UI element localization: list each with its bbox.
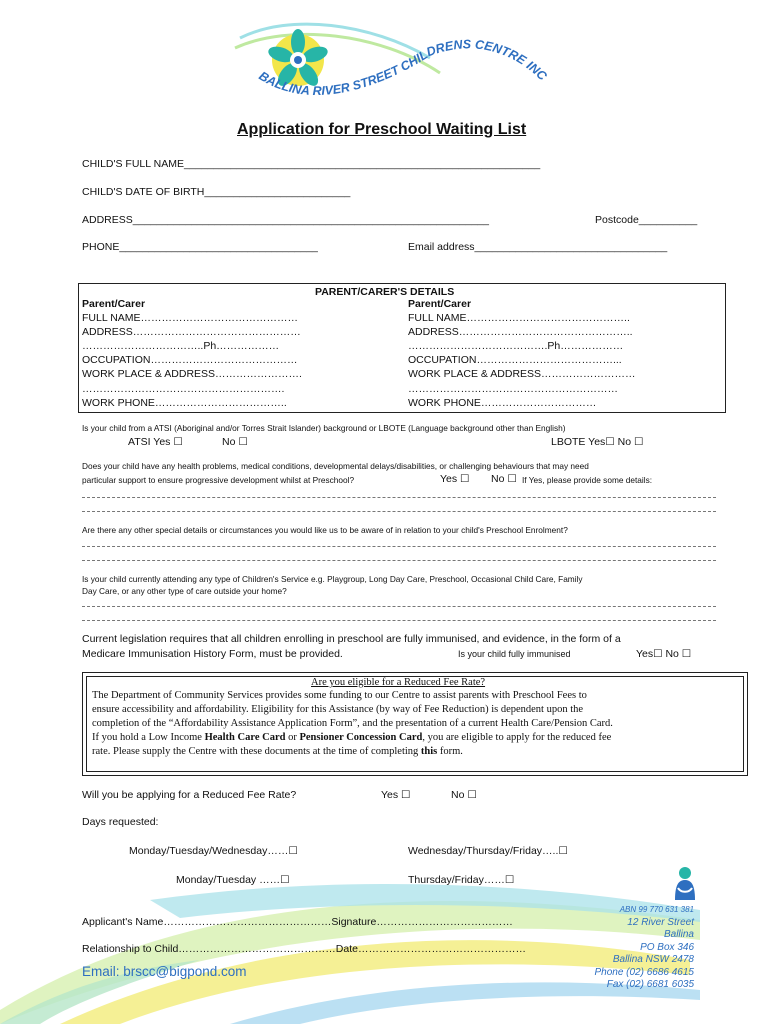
- reduced-fee-heading: Are you eligible for a Reduced Fee Rate?: [311, 677, 486, 688]
- parent1-occupation-field[interactable]: OCCUPATION……………………………………: [82, 354, 298, 366]
- contact-block: [594, 904, 694, 992]
- parent2-work-phone-field[interactable]: WORK PHONE……………………………: [408, 397, 597, 409]
- parent1-address-field[interactable]: ADDRESS…………………………………………: [82, 326, 301, 338]
- apply-yes-checkbox[interactable]: Yes ☐: [381, 789, 411, 801]
- parent2-label: Parent/Carer: [408, 298, 472, 310]
- days-requested-label: Days requested:: [82, 816, 159, 828]
- immunise-statement-line1: Current legislation requires that all children enrolling in preschool are fully immunised, and evidence, in the form of a: [82, 633, 621, 645]
- reduced-fee-line5-end: form.: [437, 746, 463, 757]
- atsi-no-checkbox[interactable]: No ☐: [222, 436, 248, 448]
- org-name: BALLINA RIVER STREET CHILDRENS CENTRE INC: [256, 37, 550, 98]
- form-title: Application for Preschool Waiting List: [237, 121, 527, 138]
- parent2-occupation-field[interactable]: OCCUPATION…………………………………...: [408, 354, 622, 366]
- child-dob-field[interactable]: CHILD'S DATE OF BIRTH_________________________: [82, 186, 351, 198]
- service-question-line1: Is your child currently attending any type of Children's Service e.g. Playgroup, Long Day Care, Preschool, Occasional Child Care, Family: [82, 574, 583, 584]
- parent2-address-field[interactable]: ADDRESS…………………………………………..: [408, 326, 633, 338]
- street-text: 12 River Street: [627, 916, 694, 928]
- apply-reduced-fee-question: Will you be applying for a Reduced Fee Rate?: [82, 789, 297, 801]
- child-figure-icon: [672, 866, 698, 902]
- parent1-work-phone-field[interactable]: WORK PHONE………………………………..: [82, 397, 287, 409]
- centre-logo: [230, 18, 560, 113]
- reduced-fee-line4-or: or: [285, 732, 300, 743]
- special-details-line[interactable]: [82, 560, 716, 561]
- health-yes-checkbox[interactable]: Yes ☐: [440, 473, 470, 485]
- service-details-line[interactable]: [82, 620, 716, 621]
- special-details-question: Are there any other special details or circumstances you would like us to be aware of in relation to your child's Preschool Enrolment?: [82, 525, 568, 535]
- abn-text: ABN 99 770 631 381: [619, 905, 694, 914]
- days-mon-tue-checkbox[interactable]: Monday/Tuesday ……☐: [176, 874, 290, 886]
- centre-email: Email: brscc@bigpond.com: [82, 964, 247, 979]
- immunise-checkboxes[interactable]: Yes☐ No ☐: [636, 648, 692, 660]
- health-details-label: If Yes, please provide some details:: [522, 475, 653, 485]
- atsi-question: Is your child from a ATSI (Aboriginal and/or Torres Strait Islander) background or LBOTE (Language background other than English): [82, 423, 566, 433]
- postcode-field[interactable]: Postcode__________: [595, 214, 698, 226]
- reduced-fee-line5: [92, 746, 463, 757]
- reduced-fee-line1: The Department of Community Services provides some funding to our Centre to assist parents with Preschool Fees to: [92, 690, 587, 701]
- health-details-line[interactable]: [82, 497, 716, 498]
- parent2-workplace-field[interactable]: WORK PLACE & ADDRESS………………………: [408, 368, 636, 380]
- parent2-full-name-field[interactable]: FULL NAME………………………………………..: [408, 312, 630, 324]
- days-thu-fri-checkbox[interactable]: Thursday/Friday……☐: [408, 874, 515, 886]
- reduced-fee-line5-text: rate. Please supply the Centre with these documents at the time of completing: [92, 746, 421, 757]
- reduced-fee-line2: ensure accessibility and affordability. Eligibility for this Assistance (by way of Fee Reduction) is dependent upon the: [92, 704, 584, 715]
- reduced-fee-line3: completion of the “Affordability Assistance Application Form”, and the presentation of a current Health Care/Pension Card.: [92, 718, 613, 729]
- atsi-yes-checkbox[interactable]: ATSI Yes ☐: [128, 436, 183, 448]
- apply-no-checkbox[interactable]: No ☐: [451, 789, 477, 801]
- relationship-date-field[interactable]: Relationship to Child………………………………………Date…………………………………………: [82, 943, 526, 955]
- service-question-line2: Day Care, or any other type of care outside your home?: [82, 586, 287, 596]
- days-mon-tue-wed-checkbox[interactable]: Monday/Tuesday/Wednesday……☐: [129, 845, 298, 857]
- child-full-name-field[interactable]: CHILD'S FULL NAME_____________________________________________________________: [82, 158, 541, 170]
- parent1-full-name-field[interactable]: FULL NAME………………………………………: [82, 312, 299, 324]
- parent1-label: Parent/Carer: [82, 298, 146, 310]
- reduced-fee-line4-end: , you are eligible to apply for the reduced fee: [422, 732, 612, 743]
- town-text: Ballina: [663, 929, 694, 940]
- applicant-name-signature-field[interactable]: Applicant's Name…………………………………………Signature…………………………………: [82, 916, 513, 928]
- health-details-line[interactable]: [82, 511, 716, 512]
- parent1-workplace-field[interactable]: WORK PLACE & ADDRESS…………………….: [82, 368, 302, 380]
- pensioner-card-text: Pensioner Concession Card: [299, 732, 423, 743]
- parent2-address2-field[interactable]: ………………………………….Ph………………: [408, 340, 624, 352]
- email-field[interactable]: Email address_________________________________: [408, 241, 668, 253]
- parent1-address2-field[interactable]: ……………………………..Ph………………: [82, 340, 280, 352]
- special-details-line[interactable]: [82, 546, 716, 547]
- days-wed-thu-fri-checkbox[interactable]: Wednesday/Thursday/Friday…..☐: [408, 845, 568, 857]
- immunise-statement-line2: Medicare Immunisation History Form, must be provided.: [82, 648, 343, 660]
- fax-text: Fax (02) 6681 6035: [606, 979, 694, 990]
- health-no-checkbox[interactable]: No ☐: [491, 473, 517, 485]
- health-question-line1: Does your child have any health problems, medical conditions, developmental delays/disabilities, or challenging behaviours that may need: [82, 461, 589, 471]
- health-question-line2: particular support to ensure progressive development whilst at Preschool?: [82, 475, 355, 485]
- address-field[interactable]: ADDRESS_____________________________________________________________: [82, 214, 489, 226]
- parent-details-heading: PARENT/CARER'S DETAILS: [315, 286, 455, 298]
- po-box-text: PO Box 346: [640, 941, 694, 953]
- reduced-fee-this-text: this: [420, 746, 438, 757]
- parent2-workplace2-field[interactable]: ……………………………………………………: [408, 383, 618, 395]
- phone-field[interactable]: PHONE__________________________________: [82, 241, 318, 253]
- lbote-checkboxes[interactable]: LBOTE Yes☐ No ☐: [551, 436, 644, 448]
- reduced-fee-line4: [92, 732, 611, 743]
- phone-text: Phone (02) 6686 4615: [594, 966, 694, 978]
- service-details-line[interactable]: [82, 606, 716, 607]
- health-care-card-text: Health Care Card: [204, 732, 286, 743]
- immunise-question: Is your child fully immunised: [458, 649, 571, 659]
- parent1-workplace2-field[interactable]: ………………………………………………….: [82, 383, 285, 395]
- state-text: Ballina NSW 2478: [612, 954, 694, 965]
- reduced-fee-line4-text: If you hold a Low Income: [92, 732, 205, 743]
